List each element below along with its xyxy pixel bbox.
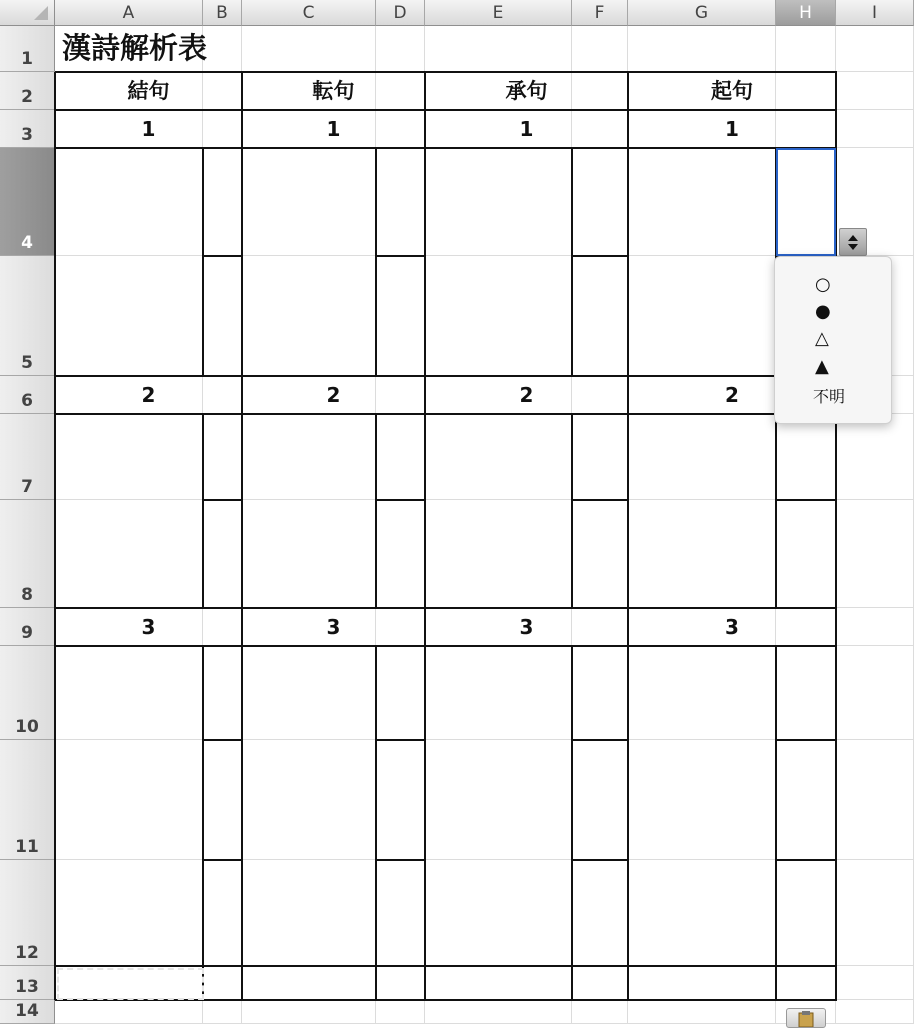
row-header-4[interactable] <box>0 148 55 256</box>
validation-dropdown-list[interactable] <box>774 256 892 424</box>
row-header-12[interactable] <box>0 860 55 966</box>
section-number-3-1[interactable]: 3 <box>326 615 341 639</box>
table-border-vertical <box>775 966 777 1000</box>
table-border-horizontal <box>203 255 243 257</box>
row-header-9[interactable] <box>0 608 55 646</box>
dropdown-option-open-circle[interactable]: ○ <box>815 274 831 295</box>
table-border-vertical <box>571 414 573 608</box>
table-border-vertical <box>775 646 777 966</box>
table-border-horizontal <box>572 859 629 861</box>
table-border-vertical <box>375 148 377 376</box>
table-border-vertical <box>571 966 573 1000</box>
verse-header-1[interactable]: 転句 <box>312 79 355 103</box>
verse-header-2[interactable]: 承句 <box>505 79 548 103</box>
column-header-H[interactable]: H <box>776 0 836 26</box>
row-header-3[interactable] <box>0 110 55 148</box>
section-number-2-1[interactable]: 2 <box>326 383 341 407</box>
table-border-vertical <box>202 646 204 966</box>
table-border-vertical <box>202 414 204 608</box>
table-border-horizontal <box>572 739 629 741</box>
table-border-vertical <box>571 646 573 966</box>
table-border-horizontal <box>572 499 629 501</box>
table-border-vertical <box>202 148 204 376</box>
table-border-vertical <box>375 646 377 966</box>
table-border-vertical <box>375 966 377 1000</box>
row-header-13[interactable] <box>0 966 55 1000</box>
row-header-label: 14 <box>15 1001 39 1021</box>
row-header-label: 3 <box>21 125 33 145</box>
section-number-1-0[interactable]: 1 <box>141 117 156 141</box>
active-cell-H4[interactable] <box>776 148 836 256</box>
paste-options-icon <box>787 1009 825 1027</box>
table-border-vertical <box>627 72 629 1000</box>
row-header-2[interactable] <box>0 72 55 110</box>
table-border-vertical <box>571 148 573 376</box>
section-number-1-3[interactable]: 1 <box>725 117 739 141</box>
section-number-3-3[interactable]: 3 <box>725 615 739 639</box>
table-border-horizontal <box>776 859 837 861</box>
section-number-2-3[interactable]: 2 <box>725 383 739 407</box>
column-header-D[interactable]: D <box>376 0 425 26</box>
column-header-I[interactable]: I <box>836 0 914 26</box>
table-border-vertical <box>775 414 777 608</box>
row-header-label: 9 <box>21 623 33 643</box>
table-border-horizontal <box>376 499 426 501</box>
row-header-label: 6 <box>21 391 33 411</box>
row-header-10[interactable] <box>0 646 55 740</box>
table-border-horizontal <box>776 739 837 741</box>
table-border-vertical <box>375 414 377 608</box>
table-border-vertical <box>54 72 56 1000</box>
row-header-14[interactable] <box>0 1000 55 1024</box>
row-header-5[interactable] <box>0 256 55 376</box>
column-header-C[interactable]: C <box>242 0 376 26</box>
column-header-F[interactable]: F <box>572 0 628 26</box>
column-header-E[interactable]: E <box>425 0 572 26</box>
row-header-11[interactable] <box>0 740 55 860</box>
dropdown-stepper-icon <box>840 229 866 255</box>
section-number-3-0[interactable]: 3 <box>141 615 156 639</box>
table-border-horizontal <box>376 739 426 741</box>
column-header-A[interactable]: A <box>55 0 203 26</box>
row-header-label: 1 <box>21 49 33 69</box>
table-border-horizontal <box>203 739 243 741</box>
table-border-horizontal <box>572 255 629 257</box>
row-header-label: 12 <box>15 943 39 963</box>
row-header-6[interactable] <box>0 376 55 414</box>
paste-options-button[interactable] <box>786 1008 826 1028</box>
column-header-B[interactable]: B <box>203 0 242 26</box>
row-header-label: 4 <box>21 233 33 253</box>
dropdown-option-filled-circle[interactable]: ● <box>815 301 831 322</box>
row-header-label: 11 <box>15 837 39 857</box>
row-header-label: 5 <box>21 353 33 373</box>
dropdown-option-filled-triangle[interactable]: ▲ <box>815 356 829 377</box>
column-header-G[interactable]: G <box>628 0 776 26</box>
row-header-label: 2 <box>21 87 33 107</box>
verse-header-3[interactable]: 起句 <box>711 79 753 103</box>
row-header-label: 7 <box>21 477 33 497</box>
table-border-horizontal <box>203 499 243 501</box>
verse-header-0[interactable]: 結句 <box>127 79 170 103</box>
row-header-label: 10 <box>15 717 39 737</box>
sheet-title[interactable]: 漢詩解析表 <box>62 31 208 65</box>
section-number-2-0[interactable]: 2 <box>141 383 156 407</box>
table-border-vertical <box>241 72 243 1000</box>
table-border-vertical <box>424 72 426 1000</box>
table-border-horizontal <box>376 859 426 861</box>
row-header-7[interactable] <box>0 414 55 500</box>
row-header-1[interactable] <box>0 26 55 72</box>
table-border-horizontal <box>203 859 243 861</box>
copy-marquee <box>57 968 204 1000</box>
row-header-8[interactable] <box>0 500 55 608</box>
dropdown-option-unknown[interactable]: 不明 <box>813 387 846 406</box>
row-header-label: 13 <box>15 977 39 997</box>
table-border-horizontal <box>776 499 837 501</box>
select-all-corner[interactable] <box>0 0 55 26</box>
dropdown-option-open-triangle[interactable]: △ <box>815 328 829 349</box>
table-border-horizontal <box>55 965 837 967</box>
row-header-label: 8 <box>21 585 33 605</box>
section-number-1-1[interactable]: 1 <box>326 117 341 141</box>
section-number-2-2[interactable]: 2 <box>519 383 534 407</box>
dropdown-stepper-button[interactable] <box>839 228 867 256</box>
section-number-1-2[interactable]: 1 <box>519 117 534 141</box>
section-number-3-2[interactable]: 3 <box>519 615 534 639</box>
table-border-horizontal <box>376 255 426 257</box>
